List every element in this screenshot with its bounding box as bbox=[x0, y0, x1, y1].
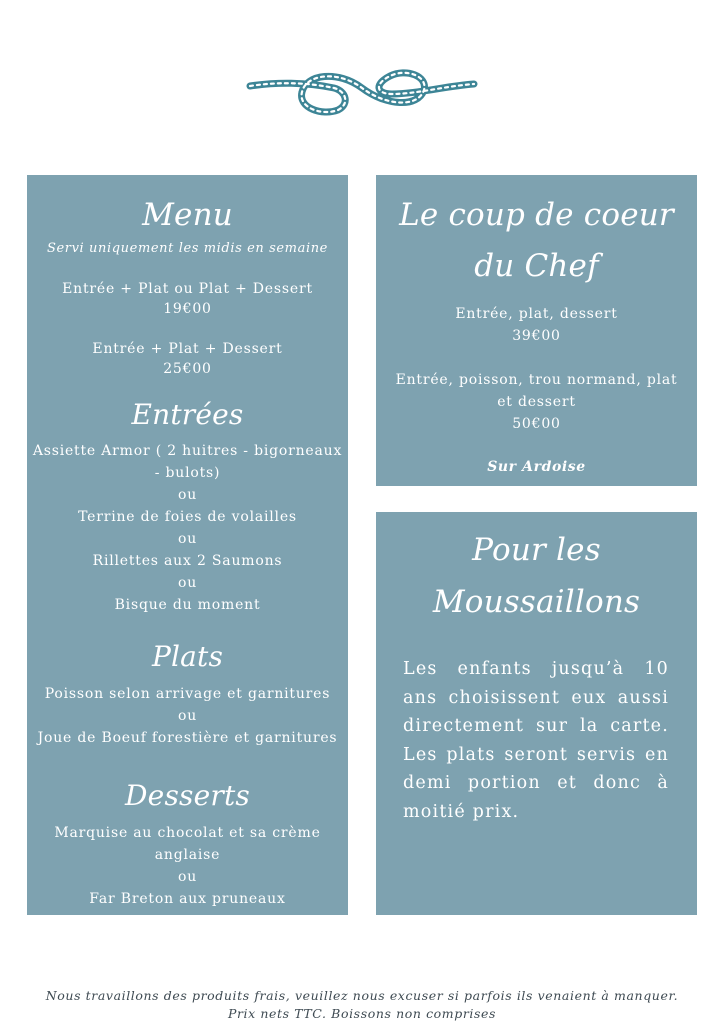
desserts-list bbox=[27, 822, 348, 910]
footer-line2: Prix nets TTC. Boissons non comprises bbox=[227, 1006, 497, 1021]
plats-list bbox=[27, 683, 348, 749]
list-item: Far Breton aux pruneaux bbox=[89, 891, 286, 907]
list-item: ou bbox=[177, 708, 198, 724]
desserts-title: Desserts bbox=[125, 779, 250, 812]
menu-subtitle: Servi uniquement les midis en semaine bbox=[47, 241, 328, 256]
list-item: ou bbox=[177, 487, 198, 503]
list-item: ou bbox=[177, 575, 198, 591]
chef-panel bbox=[376, 175, 697, 486]
formula2-label: Entrée + Plat + Dessert bbox=[92, 341, 283, 357]
chef-option2-price: 50€00 bbox=[512, 416, 561, 432]
menu-panel bbox=[27, 175, 348, 915]
list-item: - bulots) bbox=[154, 465, 221, 481]
entrees-list bbox=[27, 440, 348, 616]
chef-option1-label: Entrée, plat, dessert bbox=[455, 306, 618, 322]
list-item: Poisson selon arrivage et garnitures bbox=[44, 686, 331, 702]
list-item: Joue de Boeuf forestière et garnitures bbox=[37, 730, 338, 746]
plats-title: Plats bbox=[151, 640, 224, 673]
kids-panel bbox=[376, 512, 697, 915]
entrees-title: Entrées bbox=[131, 398, 244, 431]
footer-line1: Nous travaillons des produits frais, veuillez nous excuser si parfois ils venaient à manquer. bbox=[45, 988, 679, 1003]
list-item: Marquise au chocolat et sa crème bbox=[54, 825, 321, 841]
footer-note bbox=[0, 987, 724, 1023]
formula1-label: Entrée + Plat ou Plat + Dessert bbox=[62, 281, 313, 297]
rope-knot-icon bbox=[246, 64, 478, 116]
list-item: Terrine de foies de volailles bbox=[78, 509, 297, 525]
chef-option2-label-line1: Entrée, poisson, trou normand, plat bbox=[395, 372, 678, 388]
list-item: ou bbox=[177, 531, 198, 547]
list-item: ou bbox=[177, 869, 198, 885]
list-item: Bisque du moment bbox=[114, 597, 261, 613]
list-item: Rillettes aux 2 Saumons bbox=[92, 553, 283, 569]
formula1-price: 19€00 bbox=[163, 301, 212, 317]
chef-option1-price: 39€00 bbox=[512, 328, 561, 344]
chef-title-line2: du Chef bbox=[474, 248, 599, 284]
list-item: anglaise bbox=[154, 847, 221, 863]
kids-title-line2: Moussaillons bbox=[432, 584, 641, 620]
formula2-price: 25€00 bbox=[163, 361, 212, 377]
list-item: Assiette Armor ( 2 huitres - bigorneaux bbox=[32, 443, 343, 459]
chef-option2-label-line2: et dessert bbox=[497, 394, 576, 410]
chef-note: Sur Ardoise bbox=[487, 459, 586, 475]
kids-title-line1: Pour les bbox=[472, 532, 601, 568]
chef-title-line1: Le coup de coeur bbox=[399, 197, 674, 233]
menu-title: Menu bbox=[142, 197, 233, 233]
kids-description: Les enfants jusqu’à 10 ans choisissent eux aussi directement sur la carte. Les plats seront servis en demi portion et donc à moitié prix. bbox=[403, 659, 669, 822]
